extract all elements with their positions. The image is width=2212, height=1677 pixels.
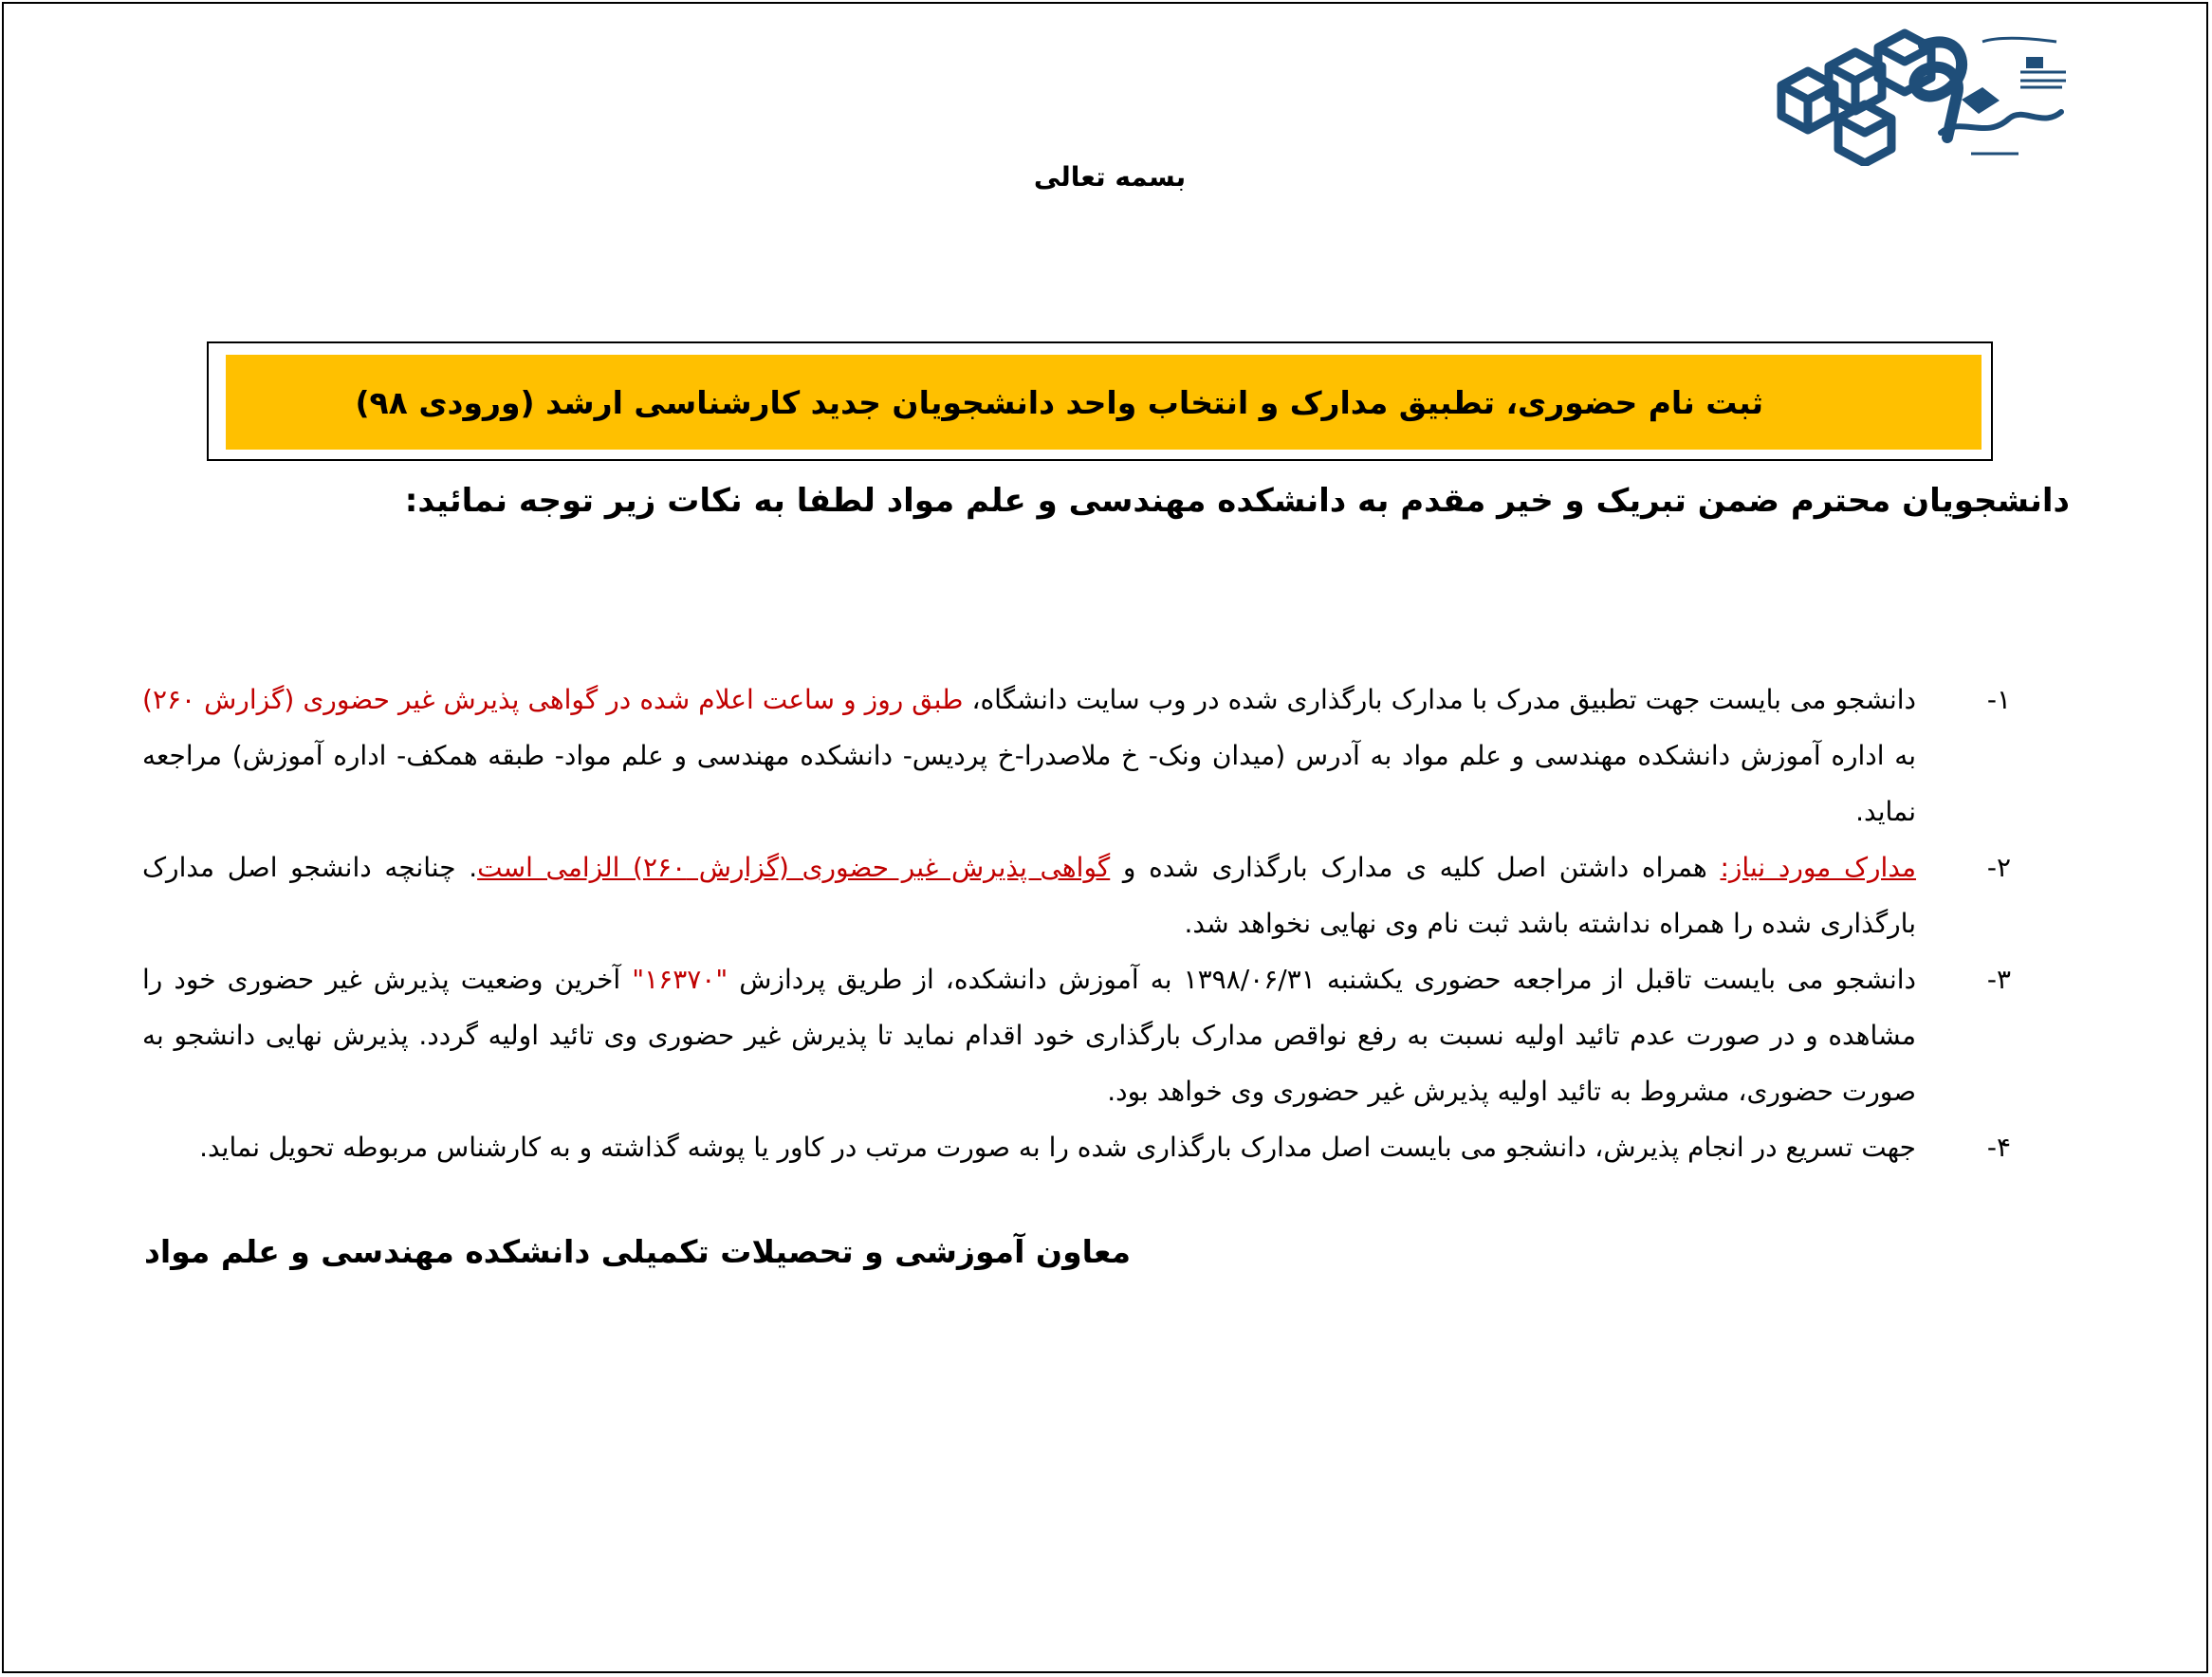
list-item [142,951,2011,1119]
list-item [142,1119,2011,1175]
item-text: دانشجو می بایست تاقبل از مراجعه حضوری یکشنبه ۱۳۹۸/۰۶/۳۱ به آموزش دانشکده، از طریق پردازش [728,964,1917,995]
title-banner [226,355,1982,450]
instruction-list [142,672,2011,1175]
signature-title: معاون آموزشی و تحصیلات تکمیلی دانشکده مهندسی و علم مواد [144,1233,1132,1270]
item-text: به اداره آموزش دانشکده مهندسی و علم مواد به آدرس (میدان ونک- خ ملاصدرا-خ پردیس- دانشکده مهندسی و علم مواد- طبقه همکف- اداره آموزش) مراجعه نماید. [142,740,1916,827]
item-number: ۳- [1986,964,2011,995]
university-90th-anniversary-logo [1772,28,2072,166]
item-highlight: "۱۶۳۷۰" [632,964,728,995]
item-highlight: طبق روز و ساعت اعلام شده در گواهی پذیرش غیر حضوری (گزارش ۲۶۰) [142,684,964,715]
item-number: ۲- [1986,852,2011,883]
item-text: . چنانچه دانشجو اصل مدارک بارگذاری شده را همراه نداشته باشد ثبت نام وی نهایی نخواهد شد. [142,852,1916,939]
item-highlight: مدارک مورد نیاز: [1720,852,1917,883]
item-number: ۴- [1986,1132,2011,1163]
basmala-heading: بسمه تعالی [1033,161,1187,193]
item-text: آخرین وضعیت پذیرش غیر حضوری خود را مشاهده و در صورت عدم تائید اولیه نسبت به رفع نواقص مدارک بارگذاری خود اقدام نماید تا پذیرش غیر حضوری وی تائید اولیه گردد. پذیرش نهایی دانشجو به صورت حضوری، مشروط به تائید اولیه پذیرش غیر حضوری وی خواهد بود. [142,964,1916,1107]
greeting-heading: دانشجویان محترم ضمن تبریک و خیر مقدم به دانشکده مهندسی و علم مواد لطفا به نکات زیر توجه نمائید: [404,482,2070,520]
item-text: دانشجو می بایست جهت تطبیق مدرک با مدارک بارگذاری شده در وب سایت دانشگاه، [963,684,1917,715]
logo-graphic [1772,28,2072,166]
page-title: ثبت نام حضوری، تطبیق مدارک و انتخاب واحد دانشجویان جدید کارشناسی ارشد (ورودی ۹۸) [355,383,1763,421]
item-text: همراه داشتن اصل کلیه ی مدارک بارگذاری شده و [1110,852,1721,883]
item-text: جهت تسریع در انجام پذیرش، دانشجو می بایست اصل مدارک بارگذاری شده را به صورت مرتب در کاور یا پوشه گذاشته و به کارشناس مربوطه تحویل نماید. [199,1132,1916,1163]
item-number: ۱- [1986,684,2011,715]
item-highlight: گواهی پذیرش غیر حضوری (گزارش ۲۶۰) الزامی است [477,852,1111,883]
list-item [142,672,2011,839]
list-item [142,839,2011,951]
